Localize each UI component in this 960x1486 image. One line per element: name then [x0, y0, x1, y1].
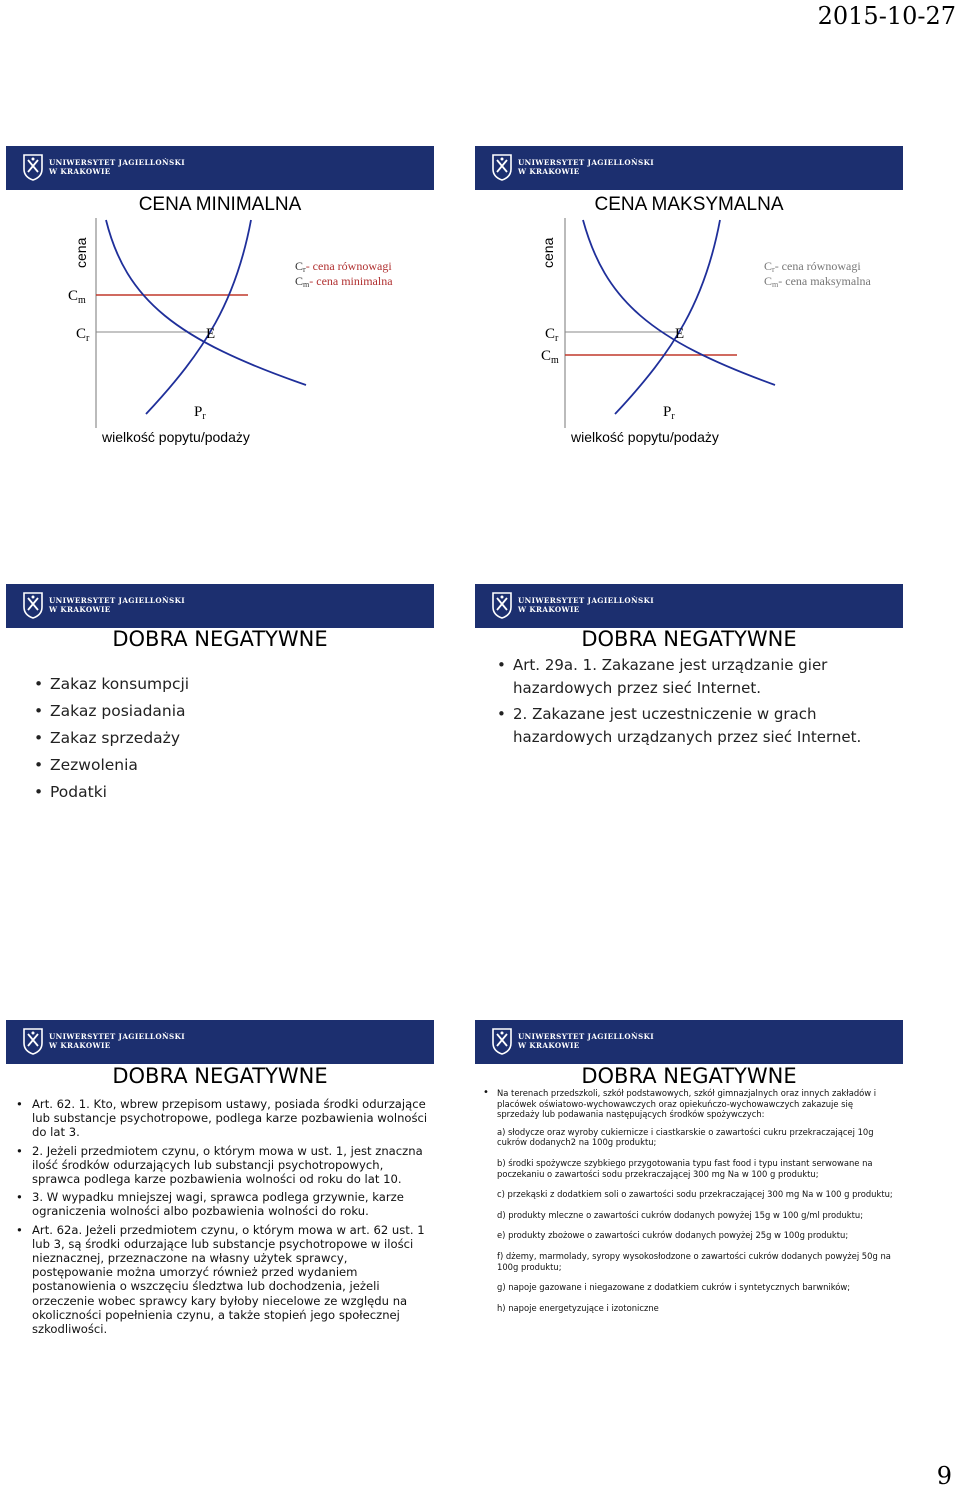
- maximum-price-chart: [475, 190, 903, 460]
- logo-line-2: W KRAKOWIE: [518, 1041, 580, 1050]
- cr-axis-label: $C_r$: [76, 326, 90, 344]
- list-item: • Zakaz posiadania: [30, 701, 189, 728]
- logo-line-1: UNIWERSYTET JAGIELLOŃSKI: [49, 596, 186, 605]
- slide-dobra-negatywne-list: [6, 584, 434, 908]
- slide-title: CENA MINIMALNA: [138, 194, 302, 215]
- list-item: h) napoje energetyzujące i izotoniczne: [497, 1302, 659, 1313]
- list-item: e) produkty zbożowe o zawartości cukrów dodanych powyżej 25g w 100g produktu;: [497, 1230, 849, 1241]
- logo-line-2: W KRAKOWIE: [518, 605, 580, 614]
- logo-line-1: UNIWERSYTET JAGIELLOŃSKI: [49, 158, 186, 167]
- university-crest-icon: [491, 1027, 513, 1055]
- cr-axis-label: $C_r$: [545, 326, 559, 344]
- university-crest-icon: [491, 591, 513, 619]
- list-item: • Zezwolenia: [30, 755, 189, 782]
- supply-curve: [615, 220, 720, 414]
- bullet-list: [493, 654, 893, 752]
- university-logo: [22, 591, 185, 619]
- legend-line-1: Cr- cena równowagi: [764, 259, 861, 274]
- logo-line-1: UNIWERSYTET JAGIELLOŃSKI: [518, 158, 655, 167]
- slide-dobra-negatywne-narkotyki: [6, 1020, 434, 1344]
- slide-banner: [475, 1020, 903, 1064]
- university-crest-icon: [491, 153, 513, 181]
- university-crest-icon: [22, 591, 44, 619]
- slide-banner: [6, 584, 434, 628]
- logo-line-2: W KRAKOWIE: [49, 167, 111, 176]
- cm-axis-label: $C_m$: [541, 348, 559, 366]
- list-item: a) słodycze oraz wyroby cukiernicze i ciastkarskie o zawartości cukru przekraczającej 10g cukrów dodanych2 na 100g produktu;: [497, 1126, 874, 1148]
- slide-title: DOBRA NEGATYWNE: [112, 1064, 328, 1088]
- list-item: • 3. W wypadku mniejszej wagi, sprawca podlega grzywnie, karze ograniczenia wolności albo pozbawienia wolności do roku.: [12, 1190, 428, 1218]
- list-item: • Zakaz konsumpcji: [30, 674, 189, 701]
- slide-banner: [6, 146, 434, 190]
- list-item: • Zakaz sprzedaży: [30, 728, 189, 755]
- list-item: • 2. Jeżeli przedmiotem czynu, o którym mowa w ust. 1, jest znaczna ilość środków odurzających lub substancji psychotropowych, sprawca podlega karze pozbawienia wolności od roku do lat 10.: [12, 1144, 428, 1187]
- university-logo: [491, 591, 654, 619]
- equilibrium-point-label: E: [675, 326, 685, 342]
- y-axis-label: cena: [540, 237, 556, 268]
- legend-line-2: Cm- cena maksymalna: [764, 274, 871, 289]
- list-item: • Art. 62a. Jeżeli przedmiotem czynu, o którym mowa w art. 62 ust. 1 lub 3, są środki odurzające lub substancje psychotropowe w ilości nieznacznej, przeznaczone na własny użytek sprawcy, postępowanie można umorzyć również przed wydaniem postanowienia o wszczęciu śledztwa lub dochodzenia, jeżeli orzeczenie wobec sprawcy kary byłoby niecelowe ze względu na okoliczności popełnienia czynu, a także stopień jego społecznej szkodliwości.: [12, 1223, 428, 1337]
- logo-line-2: W KRAKOWIE: [518, 167, 580, 176]
- university-logo: [491, 153, 654, 181]
- university-logo: [22, 1027, 185, 1055]
- list-item: d) produkty mleczne o zawartości cukrów dodanych powyżej 15g w 100 g/ml produktu;: [497, 1209, 864, 1220]
- logo-line-2: W KRAKOWIE: [49, 1041, 111, 1050]
- x-axis-label: wielkość popytu/podaży: [571, 429, 719, 445]
- list-item: • Art. 62. 1. Kto, wbrew przepisom ustawy, posiada środki odurzające lub substancje psychotropowe, podlega karze pozbawienia wolności do lat 3.: [12, 1097, 428, 1140]
- logo-line-1: UNIWERSYTET JAGIELLOŃSKI: [518, 1032, 655, 1041]
- slide-banner: [475, 584, 903, 628]
- list-item: c) przekąski z dodatkiem soli o zawartości sodu przekraczającej 300 mg Na w 100 g produktu;: [497, 1189, 893, 1200]
- list-item: • Art. 29a. 1. Zakazane jest urządzanie gier hazardowych przez sieć Internet.: [493, 654, 893, 700]
- slide-title: CENA MAKSYMALNA: [594, 194, 784, 215]
- university-logo: [491, 1027, 654, 1055]
- page-date: 2015-10-27: [817, 2, 956, 30]
- university-crest-icon: [22, 1027, 44, 1055]
- list-item: f) dżemy, marmolady, syropy wysokosłodzone o zawartości cukrów dodanych powyżej 50g na 100g produktu;: [497, 1250, 891, 1272]
- university-logo: [22, 153, 185, 181]
- minimum-price-chart: [6, 190, 434, 460]
- logo-line-2: W KRAKOWIE: [49, 605, 111, 614]
- bullet-list: [30, 674, 189, 809]
- cm-axis-label: $C_m$: [68, 288, 86, 306]
- slide-dobra-negatywne-hazard: [475, 584, 903, 908]
- list-item: g) napoje gazowane i niegazowane z dodatkiem cukrów i syntetycznych barwników;: [497, 1282, 851, 1293]
- list-item: • 2. Zakazane jest uczestniczenie w grach hazardowych urządzanych przez sieć Internet.: [493, 703, 893, 749]
- slide-title: DOBRA NEGATYWNE: [112, 627, 328, 651]
- y-axis-label: cena: [73, 237, 89, 268]
- regulation-text: [497, 1088, 897, 1323]
- logo-line-1: UNIWERSYTET JAGIELLOŃSKI: [49, 1032, 186, 1041]
- demand-curve: [583, 220, 775, 385]
- page-number: 9: [936, 1462, 952, 1486]
- supply-curve: [146, 220, 251, 414]
- slide-banner: [475, 146, 903, 190]
- pr-axis-label: $P_r$: [663, 404, 675, 422]
- demand-curve: [106, 220, 306, 385]
- legend-line-2: Cm- cena minimalna: [295, 274, 393, 289]
- slide-dobra-negatywne-szkoly: [475, 1020, 903, 1344]
- logo-line-1: UNIWERSYTET JAGIELLOŃSKI: [518, 596, 655, 605]
- slide-title: DOBRA NEGATYWNE: [581, 1064, 797, 1088]
- slide-cena-maksymalna: [475, 146, 903, 470]
- x-axis-label: wielkość popytu/podaży: [102, 429, 250, 445]
- legend-line-1: Cr- cena równowagi: [295, 259, 392, 274]
- list-item: • Podatki: [30, 782, 189, 809]
- slide-banner: [6, 1020, 434, 1064]
- equilibrium-point-label: E: [206, 326, 216, 342]
- university-crest-icon: [22, 153, 44, 181]
- pr-axis-label: $P_r$: [194, 404, 206, 422]
- list-item: b) środki spożywcze szybkiego przygotowania typu fast food i typu instant serwowane na poczekaniu o zawartości sodu przekraczającej 300 mg Na w 100 g produktu;: [497, 1157, 873, 1179]
- slide-cena-minimalna: [6, 146, 434, 470]
- bullet-list: [12, 1097, 428, 1340]
- lead-paragraph: • Na terenach przedszkoli, szkół podstawowych, szkół gimnazjalnych oraz innych zakładów i placówek oświatowo-wychowawczych oraz opiekuńczo-wychowawczych zakazuje się sprzedaży lub podawania następujących środków spożywczych:: [497, 1088, 897, 1120]
- slide-title: DOBRA NEGATYWNE: [581, 627, 797, 651]
